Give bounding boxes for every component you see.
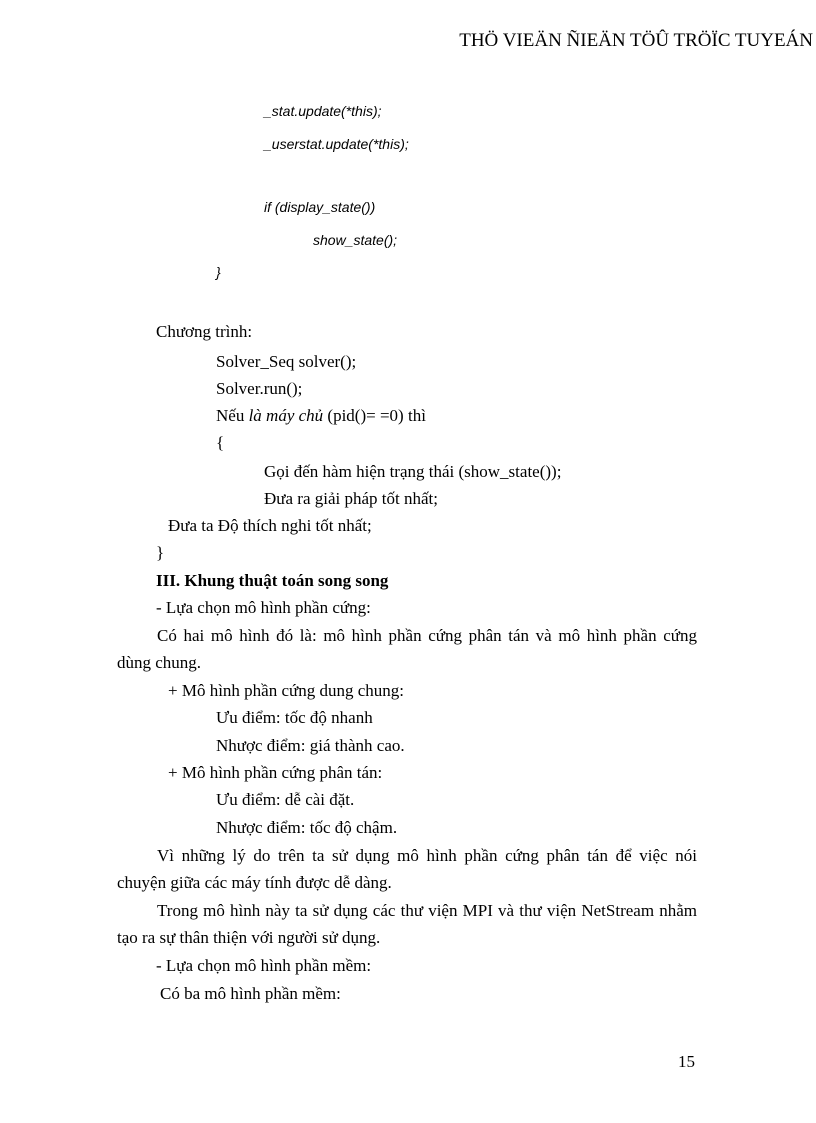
program-line: Solver_Seq solver(); [216, 352, 357, 371]
dist-model-pro: Ưu điểm: dễ cài đặt. [216, 790, 355, 809]
page-header: THÖ VIEÄN ÑIEÄN TÖÛ TRÖÏC TUYEÁN [459, 30, 813, 51]
if-prefix: Nếu [216, 406, 249, 425]
code-line: show_state(); [313, 232, 398, 248]
if-italic: là máy chủ [248, 406, 324, 425]
page-number: 15 [678, 1052, 695, 1071]
hw-paragraph-line2: dùng chung. [117, 653, 202, 672]
shared-model-pro: Ưu điểm: tốc độ nhanh [216, 708, 373, 727]
lib-line2: tạo ra sự thân thiện với người sử dụng. [117, 928, 381, 947]
best-solution-line: Đưa ra giải pháp tốt nhất; [264, 489, 438, 508]
program-label: Chương trình: [156, 322, 253, 341]
sw-intro: Có ba mô hình phần mềm: [160, 984, 341, 1003]
reason-line1: Vì những lý do trên ta sử dụng mô hình phần cứng phân tán để việc nói [157, 846, 697, 865]
sw-choice: - Lựa chọn mô hình phần mềm: [156, 956, 372, 975]
reason-line2: chuyện giữa các máy tính được dễ dàng. [117, 873, 392, 892]
program-if-line [216, 406, 426, 426]
hw-paragraph-line1: Có hai mô hình đó là: mô hình phần cứng phân tán và mô hình phần cứng [157, 626, 697, 645]
close-brace: } [156, 543, 165, 562]
if-suffix: (pid()= =0) thì [323, 406, 426, 425]
hw-choice: - Lựa chọn mô hình phần cứng: [156, 598, 371, 617]
shared-model-title: + Mô hình phần cứng dung chung: [168, 681, 404, 700]
section-heading: III. Khung thuật toán song song [156, 571, 389, 590]
open-brace: { [216, 433, 225, 452]
dist-model-title: + Mô hình phần cứng phân tán: [168, 763, 383, 782]
code-line: _stat.update(*this); [264, 103, 382, 119]
code-line: if (display_state()) [264, 199, 376, 215]
call-state-line: Gọi đến hàm hiện trạng thái (show_state()); [264, 462, 562, 481]
code-line: _userstat.update(*this); [264, 136, 409, 152]
lib-line1: Trong mô hình này ta sử dụng các thư viện MPI và thư viện NetStream nhằm [157, 901, 697, 920]
shared-model-con: Nhược điểm: giá thành cao. [216, 736, 405, 755]
program-line: Solver.run(); [216, 379, 303, 398]
best-fitness-line: Đưa ta Độ thích nghi tốt nhất; [168, 516, 372, 535]
code-line: } [216, 264, 221, 280]
dist-model-con: Nhược điểm: tốc độ chậm. [216, 818, 398, 837]
